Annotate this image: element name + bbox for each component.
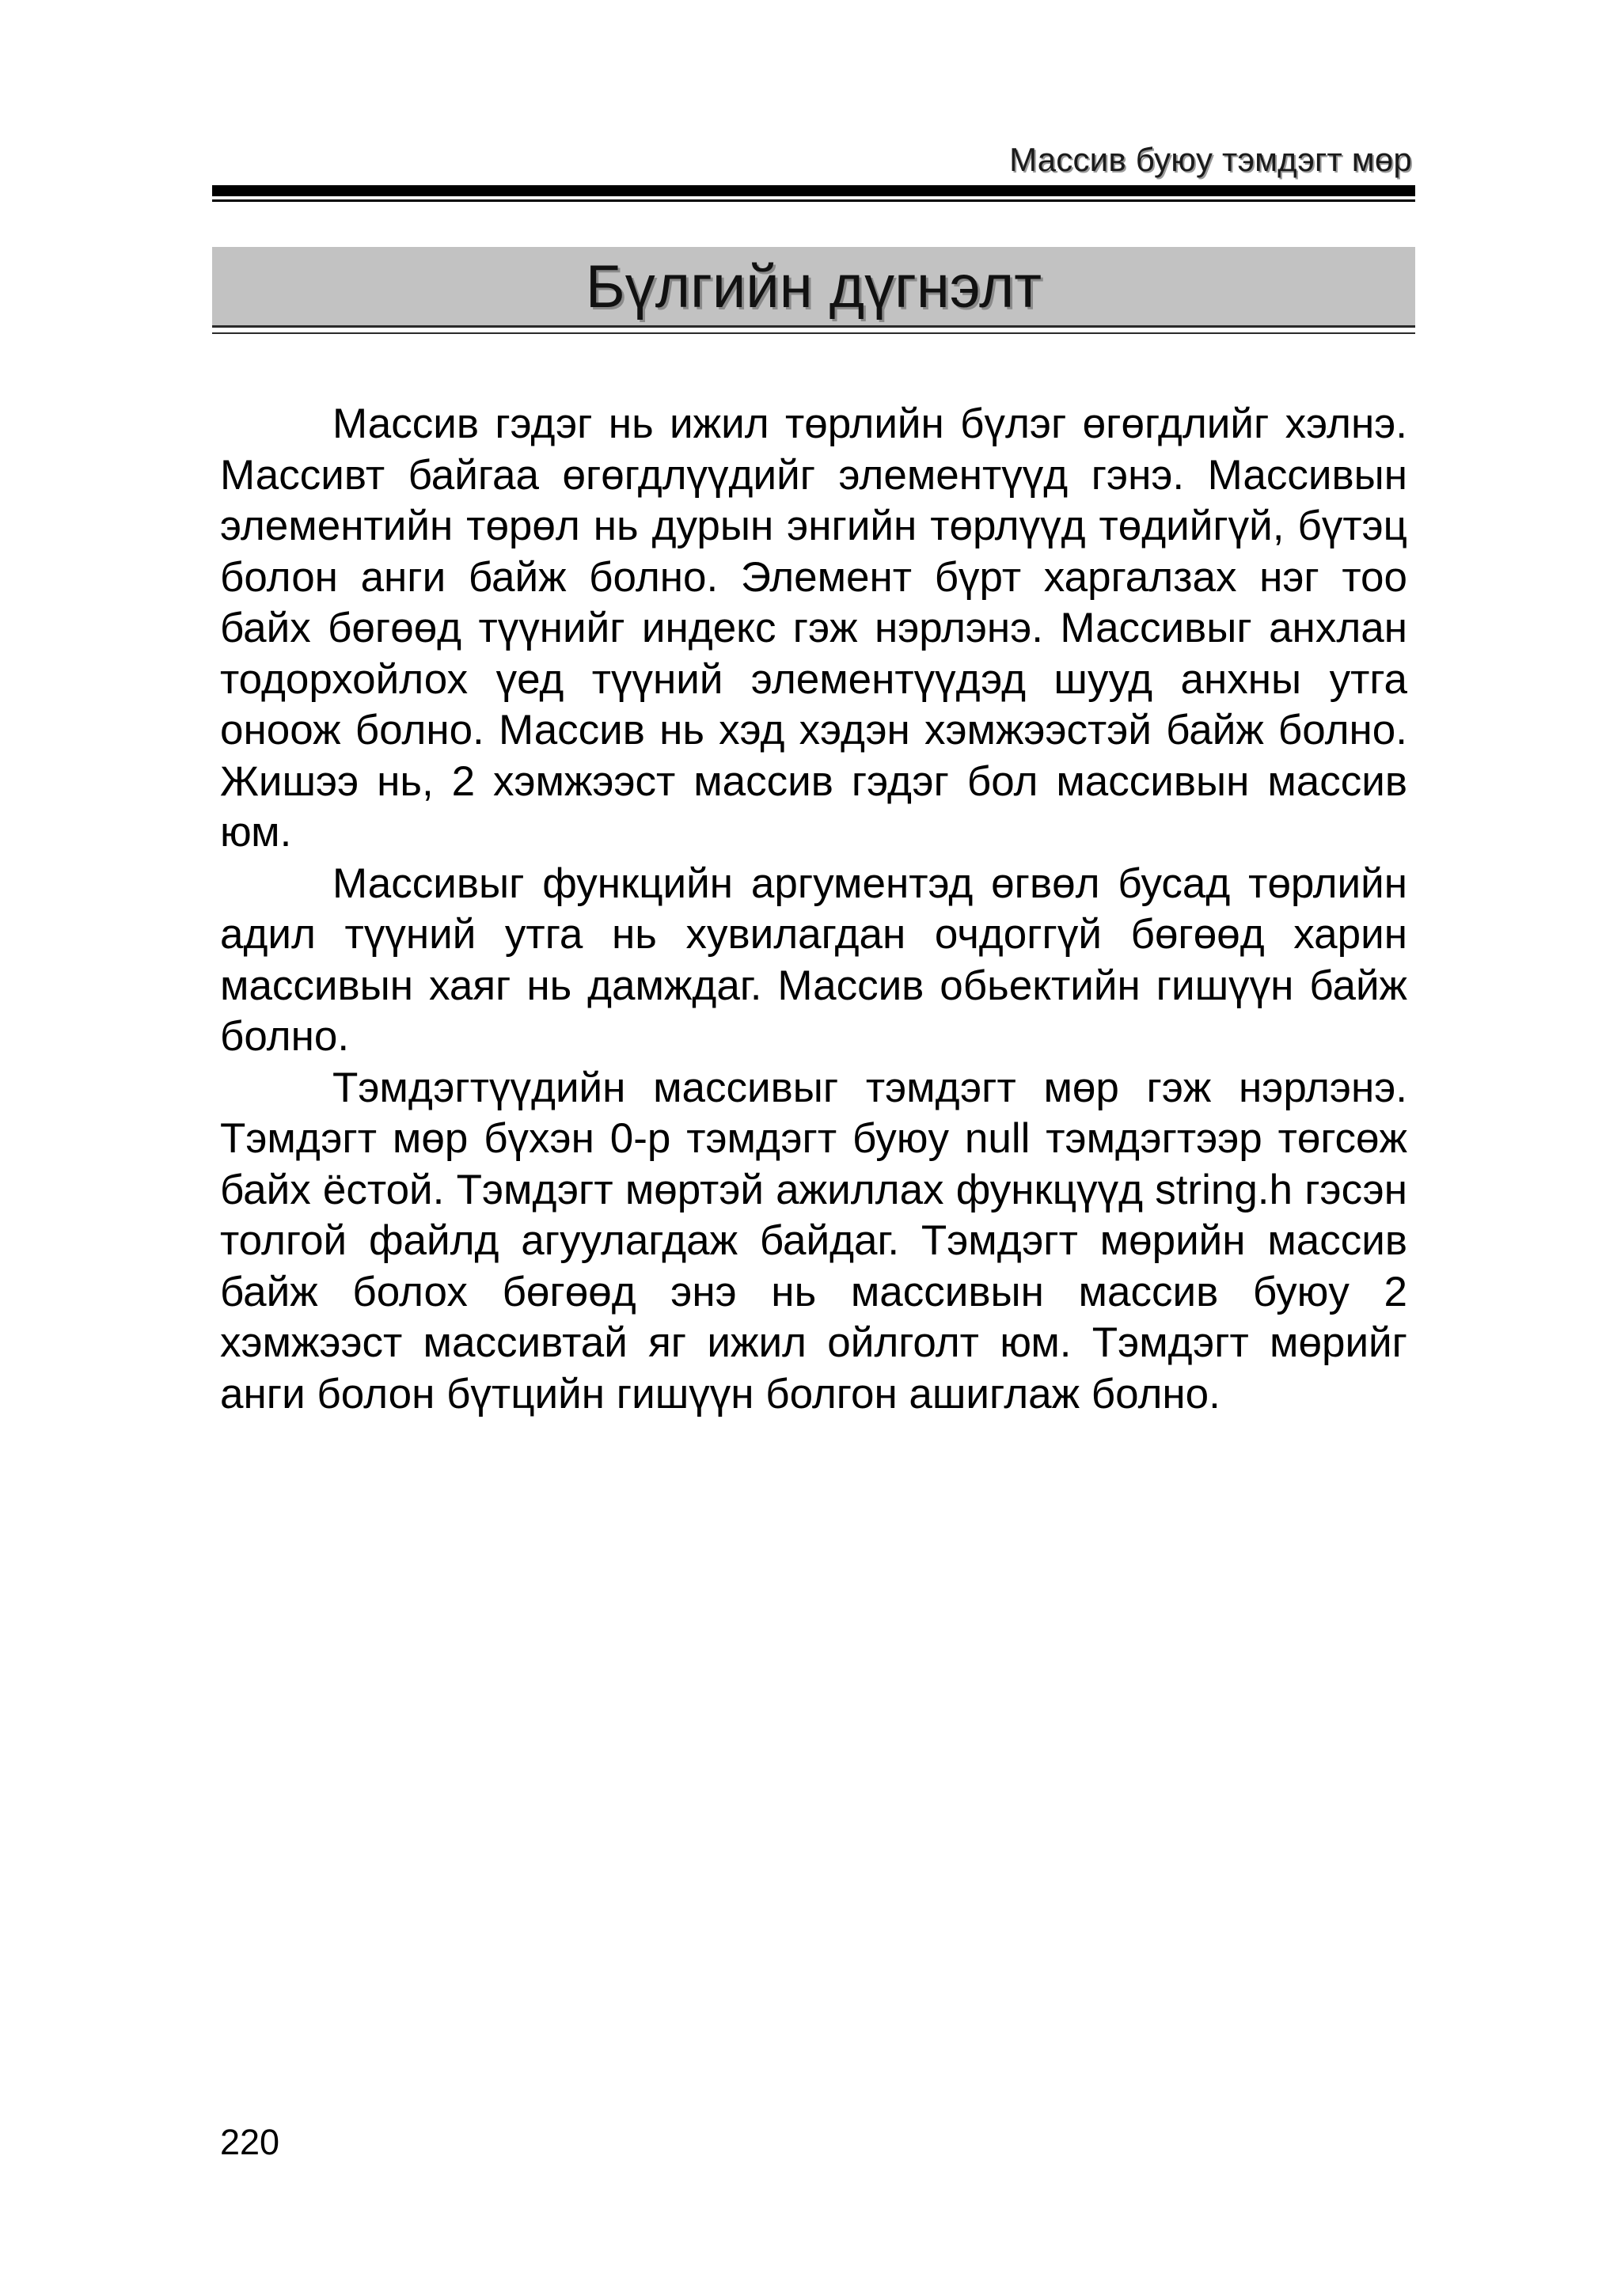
summary-body [220, 399, 1407, 1420]
section-title-underline [212, 332, 1415, 334]
section-title: Бүлгийн дүгнэлт [585, 253, 1042, 321]
paragraph-array-arguments: Массивыг функцийн аргументэд өгвөл бусад төрлийн адил түүний утга нь хувилагдан очдоггүй бөгөөд харин массивын хаяг нь дамждаг. Массив обьектийн гишүүн байж болно. [220, 860, 1407, 1060]
header-rule-thick [212, 185, 1415, 196]
paragraph-strings: Тэмдэгтүүдийн массивыг тэмдэгт мөр гэж нэрлэнэ. Тэмдэгт мөр бүхэн 0-р тэмдэгт буюу null тэмдэгтээр төгсөж байх ёстой. Тэмдэгт мөртэй ажиллах функцүүд string.h гэсэн толгой файлд агуулагдаж байдаг. Тэмдэгт мөрийн массив байж болох бөгөөд энэ нь массивын массив буюу 2 хэмжээст массивтай яг ижил ойлголт юм. Тэмдэгт мөрийг анги болон бүтцийн гишүүн болгон ашиглаж болно. [220, 1064, 1407, 1417]
page-number: 220 [220, 2122, 280, 2162]
header-rule-thin [212, 199, 1415, 202]
paragraph-arrays: Массив гэдэг нь ижил төрлийн бүлэг өгөгдлийг хэлнэ. Массивт байгаа өгөгдлүүдийг элементүүд гэнэ. Массивын элементийн төрөл нь дурын энгийн төрлүүд төдийгүй, бүтэц болон анги байж болно. Элемент бүрт харгалзах нэг тоо байх бөгөөд түүнийг индекс гэж нэрлэнэ. Массивыг анхлан тодорхойлох үед түүний элементүүдэд шууд анхны утга оноож болно. Массив нь хэд хэдэн хэмжээстэй байж болно. Жишээ нь, 2 хэмжээст массив гэдэг бол массивын массив юм. [220, 400, 1407, 856]
running-header: Массив буюу тэмдэгт мөр [1009, 141, 1412, 178]
